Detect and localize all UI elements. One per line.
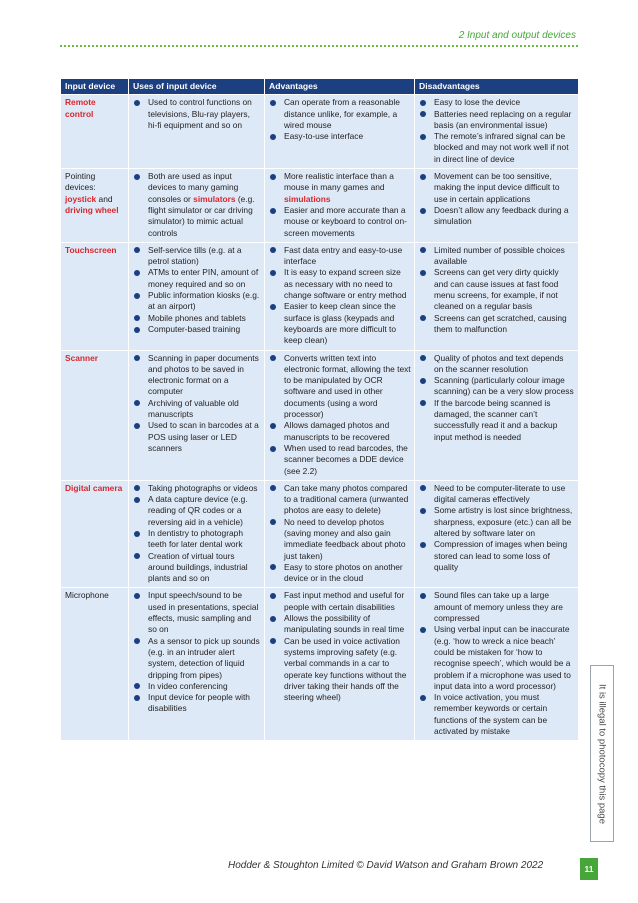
list-item-text: Doesn’t allow any feedback during a simulation (434, 204, 569, 227)
uses-cell (129, 95, 265, 169)
device-name-cell (61, 588, 129, 741)
bullet-icon (134, 485, 140, 491)
list-item (419, 398, 575, 443)
advantages-cell (265, 480, 415, 588)
uses-list (133, 245, 261, 335)
disadvantages-list (419, 171, 575, 227)
device-name-text: Microphone (65, 590, 109, 601)
bullet-icon (134, 553, 140, 559)
list-item (133, 528, 261, 551)
bullet-icon (134, 293, 140, 299)
list-item (419, 353, 575, 376)
bullet-icon (270, 593, 276, 599)
list-item (269, 353, 411, 421)
list-item-text: Both are used as input devices to many gaming consoles or simulators (e.g. flight simulator or car driving simulator) to mimic actual controls (148, 171, 255, 238)
list-item (269, 483, 411, 517)
list-item-text: More realistic interface than a mouse in many games and simulations (284, 171, 394, 204)
advantages-list (269, 483, 411, 585)
table-row (61, 169, 579, 243)
list-item (419, 539, 575, 573)
bullet-icon (270, 638, 276, 644)
advantages-list (269, 97, 411, 142)
list-item (269, 301, 411, 346)
advantages-cell (265, 588, 415, 741)
list-item (269, 443, 411, 477)
list-item (133, 681, 261, 692)
copyright-side-tab (590, 665, 614, 842)
advantages-cell (265, 169, 415, 243)
bullet-icon (134, 174, 140, 180)
bullet-icon (134, 695, 140, 701)
list-item (133, 551, 261, 585)
list-item-text: Some artistry is lost since brightness, sharpness, exposure (etc.) can all be altered by software later on (434, 505, 573, 538)
list-item (269, 245, 411, 268)
device-name-cell (61, 242, 129, 350)
input-devices-table (60, 78, 579, 741)
list-item-text: Easy-to-use interface (284, 131, 364, 142)
advantages-cell (265, 242, 415, 350)
table-row (61, 588, 579, 741)
list-item-text: Need to be computer-literate to use digital cameras effectively (434, 482, 566, 505)
list-item (269, 171, 411, 205)
list-item (419, 313, 575, 336)
disadvantages-cell (415, 95, 579, 169)
list-item (133, 398, 261, 421)
list-item (269, 562, 411, 585)
disadvantages-cell (415, 480, 579, 588)
advantages-list (269, 245, 411, 347)
list-item-text: Easier to keep clean since the surface is glass (keypads and keyboards are more difficult to keep clean) (284, 301, 397, 346)
list-item (419, 171, 575, 205)
list-item (269, 420, 411, 443)
disadvantages-list (419, 245, 575, 335)
table-row (61, 242, 579, 350)
header-uses: Uses of input device (129, 79, 265, 95)
list-item (133, 636, 261, 681)
bullet-icon (270, 304, 276, 310)
bullet-icon (420, 378, 426, 384)
bullet-icon (134, 315, 140, 321)
list-item (133, 483, 261, 494)
device-name-text: Digital camera (65, 482, 123, 493)
list-item-text: A data capture device (e.g. reading of QR codes or a reversing aid in a vehicle) (148, 494, 248, 527)
list-item-text: Public information kiosks (e.g. at an airport) (148, 290, 260, 312)
list-item-text: Converts written text into electronic format, allowing the text to be manipulated by OCR software and used in other documents (using a word processor) (284, 352, 411, 420)
bullet-icon (270, 616, 276, 622)
list-item (269, 517, 411, 562)
bullet-icon (270, 174, 276, 180)
list-item (133, 313, 261, 324)
list-item-text: Sound files can take up a large amount of memory unless they are compressed (434, 590, 563, 624)
list-item-text: Easy to lose the device (434, 97, 521, 108)
list-item (133, 590, 261, 635)
list-item (269, 205, 411, 239)
uses-list (133, 483, 261, 585)
list-item (133, 420, 261, 454)
bullet-icon (134, 531, 140, 537)
bullet-icon (420, 247, 426, 253)
disadvantages-cell (415, 242, 579, 350)
bullet-icon (270, 423, 276, 429)
list-item-text: Archiving of valuable old manuscripts (148, 397, 239, 420)
device-name-text: joystick (65, 193, 97, 204)
uses-cell (129, 242, 265, 350)
list-item (133, 267, 261, 290)
table-row (61, 95, 579, 169)
dotted-rule (60, 45, 578, 47)
list-item-text: Input speech/sound to be used in presentations, special effects, music sampling and so on (148, 590, 259, 635)
list-item-text: Can take many photos compared to a traditional camera (unwanted photos are easy to delete) (284, 482, 409, 516)
list-item-text: Quality of photos and text depends on the scanner resolution (434, 352, 564, 374)
bullet-icon (134, 638, 140, 644)
list-item-text: As a sensor to pick up sounds (e.g. in an intruder alert system, detection of liquid dripping from pipes) (148, 635, 260, 680)
disadvantages-cell (415, 588, 579, 741)
uses-cell (129, 588, 265, 741)
list-item (419, 267, 575, 312)
bullet-icon (270, 519, 276, 525)
list-item-text: Used to scan in barcodes at a POS using laser or LED scanners (148, 420, 259, 453)
list-item-text: The remote’s infrared signal can be blocked and may not work well if not in direct line of device (434, 131, 569, 164)
uses-cell (129, 480, 265, 588)
bullet-icon (134, 327, 140, 333)
bullet-icon (420, 485, 426, 491)
bullet-icon (420, 542, 426, 548)
list-item-text: Easier and more accurate than a mouse or keyboard to control on-screen movements (284, 204, 407, 238)
device-name-text: Remote control (65, 97, 96, 119)
list-item (269, 636, 411, 704)
key-term: simulators (193, 193, 236, 204)
list-item-text: Self-service tills (e.g. at a petrol station) (148, 244, 242, 267)
uses-cell (129, 169, 265, 243)
list-item-text: Taking photographs or videos (148, 482, 258, 493)
device-name-text: Pointing devices: (65, 171, 96, 193)
bullet-icon (134, 593, 140, 599)
list-item (133, 494, 261, 528)
device-name-text: driving wheel (65, 204, 119, 215)
list-item-text: Fast data entry and easy-to-use interface (284, 244, 403, 267)
bullet-icon (270, 247, 276, 253)
page-number: 11 (580, 858, 598, 880)
bullet-icon (270, 446, 276, 452)
list-item-text: If the barcode being scanned is damaged, the scanner can’t successfully read it and a backup input method is needed (434, 397, 558, 442)
list-item-text: Can be used in voice activation systems improving safety (e.g. verbal commands in a car to operate key functions without the driver taking their hands off the steering wheel) (284, 635, 407, 703)
bullet-icon (270, 100, 276, 106)
list-item (419, 131, 575, 165)
device-name-cell (61, 169, 129, 243)
list-item-text: Can operate from a reasonable distance unlike, for example, a wired mouse (284, 97, 400, 130)
uses-cell (129, 350, 265, 480)
bullet-icon (420, 508, 426, 514)
bullet-icon (420, 134, 426, 140)
uses-list (133, 353, 261, 455)
list-item (133, 692, 261, 715)
list-item-text: Movement can be too sensitive, making the input device difficult to use in certain applications (434, 171, 560, 204)
device-name-text: and (96, 193, 113, 204)
list-item (419, 624, 575, 692)
uses-list (133, 171, 261, 239)
list-item (269, 267, 411, 301)
uses-list (133, 590, 261, 714)
list-item (419, 590, 575, 624)
key-term: simulations (284, 193, 331, 204)
list-item (419, 692, 575, 737)
bullet-icon (420, 111, 426, 117)
list-item-text: Screens can get scratched, causing them to malfunction (434, 312, 567, 334)
table-row (61, 480, 579, 588)
bullet-icon (270, 270, 276, 276)
bullet-icon (270, 485, 276, 491)
bullet-icon (420, 100, 426, 106)
bullet-icon (420, 400, 426, 406)
device-name-cell (61, 350, 129, 480)
list-item-text: Computer-based training (148, 323, 241, 334)
list-item-text: In video conferencing (148, 680, 228, 691)
list-item-text: When used to read barcodes, the scanner becomes a DDE device (see 2.2) (284, 442, 408, 476)
list-item (419, 375, 575, 398)
list-item-text: It is easy to expand screen size as necessary with no need to change software or entry method (284, 267, 407, 301)
disadvantages-cell (415, 350, 579, 480)
list-item (419, 97, 575, 108)
bullet-icon (134, 100, 140, 106)
bullet-icon (270, 355, 276, 361)
list-item-text: Scanning in paper documents and photos to be saved in electronic format on a computer (148, 352, 259, 397)
list-item (419, 245, 575, 268)
bullet-icon (270, 134, 276, 140)
device-name-text: Scanner (65, 352, 99, 363)
table-header-row (61, 79, 579, 95)
table-row (61, 350, 579, 480)
list-item-text: Used to control functions on televisions, Blu-ray players, hi-fi equipment and so on (148, 97, 252, 130)
list-item (269, 131, 411, 142)
list-item (419, 109, 575, 132)
footer-copyright: Hodder & Stoughton Limited © David Watson and Graham Brown 2022 (228, 860, 544, 871)
list-item (269, 590, 411, 613)
list-item (133, 290, 261, 313)
disadvantages-list (419, 353, 575, 443)
list-item-text: Screens can get very dirty quickly and can cause issues at fast food menu screens, for example, if not cleaned on a regular basis (434, 267, 559, 312)
list-item-text: Compression of images when being stored can lead to some loss of quality (434, 539, 568, 572)
list-item-text: In voice activation, you must remember keywords or certain functions of the system can be activated by mistake (434, 692, 548, 737)
list-item-text: ATMs to enter PIN, amount of money required and so on (148, 267, 259, 289)
list-item (133, 245, 261, 268)
disadvantages-list (419, 590, 575, 737)
list-item-text: Fast input method and useful for people with certain disabilities (284, 590, 405, 612)
bullet-icon (134, 355, 140, 361)
running-head: 2 Input and output devices (458, 30, 576, 41)
header-disadvantages: Disadvantages (415, 79, 579, 95)
disadvantages-list (419, 483, 575, 573)
bullet-icon (270, 208, 276, 214)
list-item (269, 97, 411, 131)
list-item-text: Mobile phones and tablets (148, 312, 246, 323)
bullet-icon (420, 627, 426, 633)
list-item-text: Input device for people with disabilities (148, 692, 250, 714)
advantages-list (269, 353, 411, 477)
bullet-icon (420, 174, 426, 180)
list-item (133, 97, 261, 131)
list-item (419, 205, 575, 228)
bullet-icon (420, 593, 426, 599)
bullet-icon (420, 355, 426, 361)
list-item-text: Creation of virtual tours around buildings, industrial plants and so on (148, 550, 248, 584)
list-item (133, 324, 261, 335)
list-item-text: Limited number of possible choices available (434, 244, 565, 267)
list-item (133, 171, 261, 239)
bullet-icon (134, 497, 140, 503)
list-item-text: In dentistry to photograph teeth for later dental work (148, 527, 243, 550)
bullet-icon (134, 400, 140, 406)
bullet-icon (420, 695, 426, 701)
device-name-cell (61, 95, 129, 169)
list-item (133, 353, 261, 398)
list-item-text: Allows the possibility of manipulating sounds in real time (284, 613, 405, 635)
table-body (61, 95, 579, 741)
list-item (419, 483, 575, 506)
bullet-icon (420, 208, 426, 214)
list-item (419, 505, 575, 539)
device-name-text: Touchscreen (65, 244, 117, 255)
disadvantages-cell (415, 169, 579, 243)
advantages-list (269, 590, 411, 703)
list-item-text: Batteries need replacing on a regular basis (an environmental issue) (434, 108, 572, 130)
list-item-text: Using verbal input can be inaccurate (e.g. ‘how to wreck a nice beach’ could be mistaken for ‘how to recognise speech’, which would be a problem if a microphone was used to input data into a word processor) (434, 624, 571, 691)
uses-list (133, 97, 261, 131)
advantages-list (269, 171, 411, 239)
list-item-text: Scanning (particularly colour image scanning) can be a very slow process (434, 375, 574, 397)
advantages-cell (265, 350, 415, 480)
bullet-icon (134, 683, 140, 689)
bullet-icon (134, 247, 140, 253)
bullet-icon (420, 270, 426, 276)
bullet-icon (270, 564, 276, 570)
header-input-device: Input device (61, 79, 129, 95)
device-name-cell (61, 480, 129, 588)
disadvantages-list (419, 97, 575, 165)
list-item (269, 613, 411, 636)
copyright-side-text: It is illegal to photocopy this page (596, 683, 608, 824)
bullet-icon (134, 270, 140, 276)
bullet-icon (134, 423, 140, 429)
advantages-cell (265, 95, 415, 169)
list-item-text: No need to develop photos (saving money and also gain immediate feedback about photo just taken) (284, 516, 406, 561)
bullet-icon (420, 315, 426, 321)
list-item-text: Easy to store photos on another device or in the cloud (284, 561, 403, 584)
header-advantages: Advantages (265, 79, 415, 95)
list-item-text: Allows damaged photos and manuscripts to be recovered (284, 420, 390, 442)
